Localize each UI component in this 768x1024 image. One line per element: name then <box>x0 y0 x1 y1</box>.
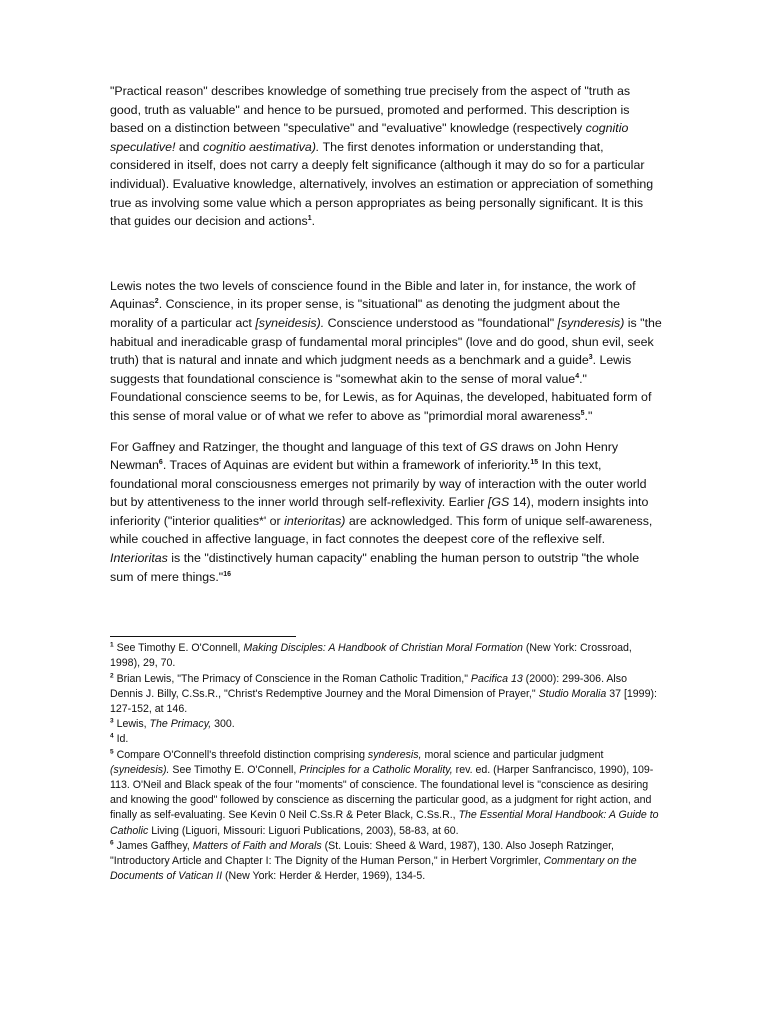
footnote-3 <box>110 717 662 732</box>
text-run: Id. <box>113 733 129 746</box>
italic-text: Principles for a Catholic Morality, <box>299 763 453 776</box>
body-text <box>110 82 662 586</box>
italic-text: Interioritas <box>110 551 168 566</box>
italic-text: The Primacy, <box>149 718 212 731</box>
text-run: "Practical reason" describes knowledge of something true precisely from the aspect of "truth as good, truth as valuable" and hence to be pursued, promoted and performed. This description is based on a distinction between "speculative" and "evaluative" knowledge (respectively <box>110 84 631 136</box>
text-run: Living (Liguori, Missouri: Liguori Publications, 2003), 58-83, at 60. <box>148 824 459 837</box>
footnote-5 <box>110 748 662 839</box>
text-run: rev. ed. (Harper Sanfrancisco, 1990), 109-113. O'Neil and Black speak of the four "moments" of conscience. The foundational level is "conscience as desiring and knowing the good" followed by conscience as discerning the particular good, as a judgment for right action, and finally as self-evaluating. See Kevin 0 Neil C.Ss.R & Peter Black, C.Ss.R., <box>110 763 654 822</box>
text-run: . <box>311 214 316 229</box>
text-run: Conscience understood as "foundational" <box>324 315 558 330</box>
text-run: (New York: Herder & Herder, 1969), 134-5. <box>222 870 426 883</box>
footnote-ref: 2 <box>154 298 159 306</box>
text-run: is the "distinctively human capacity" enabling the human person to outstrip "the whole sum of mere things." <box>110 551 640 584</box>
footnote-4 <box>110 732 662 747</box>
text-run: are acknowledged. This form of unique self-awareness, while couched in affective language, in fact connotes the deepest core of the reflexive self. <box>110 513 653 547</box>
text-run: and <box>175 139 203 154</box>
italic-text: synderesis, <box>367 748 422 761</box>
footnote-ref: 5 <box>110 748 114 756</box>
text-run: draws on John Henry Newman <box>110 439 619 473</box>
text-run: (New York: Crossroad, 1998), 29, 70. <box>110 642 632 670</box>
italic-text: (syneidesis). <box>110 763 170 776</box>
footnote-ref: 5 <box>580 409 585 417</box>
footnote-ref: 1 <box>307 215 312 223</box>
text-run: is "the habitual and ineradicable grasp of fundamental moral principles" (love and do good, shun evil, seek truth) that is natural and innate and which judgment needs as a benchmark and a guide <box>110 315 662 368</box>
text-run: . Conscience, in its proper sense, is "situational" as denoting the judgment about the morality of a particular act <box>110 297 621 330</box>
footnotes <box>110 641 662 884</box>
footnote-1 <box>110 641 662 671</box>
paragraph-3 <box>110 438 662 587</box>
italic-text: Pacifica 13 <box>470 672 523 685</box>
footnote-ref: 6 <box>110 839 114 847</box>
footnote-ref: 1 <box>110 641 114 649</box>
footnote-2 <box>110 672 662 718</box>
footnote-ref: 4 <box>110 732 114 740</box>
text-run: (St. Louis: Sheed & Ward, 1987), 130. Also Joseph Ratzinger, "Introductory Article and Chapter I: The Dignity of the Human Person," in Herbert Vorgrimler, <box>110 839 614 868</box>
text-run: Brian Lewis, "The Primacy of Conscience in the Roman Catholic Tradition," <box>113 672 471 685</box>
footnote-6 <box>110 839 662 885</box>
footnote-ref: 6 <box>158 458 163 466</box>
text-run: moral science and particular judgment <box>421 748 604 761</box>
footnote-ref: 15 <box>530 458 539 466</box>
italic-text: cognitio aestimativa). <box>203 139 320 154</box>
footnote-separator <box>110 636 296 637</box>
text-run: Compare O'Connell's threefold distinction comprising <box>113 748 368 761</box>
footnote-ref: 4 <box>575 372 580 380</box>
text-run: 14), modern insights into inferiority ("interior qualities*' or <box>110 495 649 528</box>
italic-text: [GS <box>487 495 510 510</box>
italic-text: cognitio speculative! <box>110 121 629 154</box>
italic-text: Studio Moralia <box>538 687 607 700</box>
text-run: ." <box>584 408 593 423</box>
italic-text: Commentary on the Documents of Vatican II <box>110 855 637 883</box>
italic-text: [synderesis) <box>557 315 625 330</box>
footnote-ref: 3 <box>110 717 114 725</box>
text-run: For Gaffney and Ratzinger, the thought and language of this text of <box>110 439 480 454</box>
footnote-ref: 16 <box>223 570 232 578</box>
text-run: 300. <box>211 718 235 731</box>
text-run: See Timothy E. O'Connell, <box>113 642 244 655</box>
text-run: ." Foundational conscience seems to be, for Lewis, as for Aquinas, the developed, habituated form of this sense of moral value or of what we refer to above as "primordial moral awareness <box>110 371 652 423</box>
text-run: (2000): 299-306. Also Dennis J. Billy, C.Ss.R., "Christ's Redemptive Journey and the Moral Dimension of Prayer," <box>110 672 627 700</box>
text-run: The first denotes information or understanding that, considered in itself, does not carry a deeply felt significance (although it may do so for a particular individual). Evaluative knowledge, alternatively, involves an estimation or appreciation of something true as involving some value which a person appropriates as being personally significant. It is this that guides our decision and actions <box>110 139 654 229</box>
italic-text: [syneidesis). <box>255 315 325 330</box>
text-run: In this text, foundational moral consciousness emerges not primarily by way of interaction with the outer world but by attentiveness to the inner world through self-reflexivity. Earlier <box>110 458 647 510</box>
text-run: Lewis notes the two levels of conscience found in the Bible and later in, for instance, the work of Aquinas <box>110 278 636 312</box>
italic-text: Matters of Faith and Morals <box>192 839 322 852</box>
paragraph-2 <box>110 277 662 426</box>
document-page <box>110 82 662 885</box>
paragraph-1 <box>110 82 662 231</box>
text-run: Lewis, <box>113 718 150 731</box>
italic-text: GS <box>479 439 498 454</box>
text-run: . Lewis suggests that foundational conscience is "somewhat akin to the sense of moral value <box>110 353 632 386</box>
text-run: . Traces of Aquinas are evident but within a framework of inferiority. <box>162 458 531 473</box>
text-run: James Gaffhey, <box>113 839 193 852</box>
footnote-ref: 2 <box>110 672 114 680</box>
text-run: See Timothy E. O'Connell, <box>169 763 300 776</box>
italic-text: Making Disciples: A Handbook of Christian Moral Formation <box>243 642 523 655</box>
footnote-ref: 3 <box>588 354 593 361</box>
italic-text: interioritas) <box>284 513 346 528</box>
italic-text: The Essential Moral Handbook: A Guide to Catholic <box>110 809 659 837</box>
text-run: 37 [1999): 127-152, at 146. <box>110 687 657 716</box>
